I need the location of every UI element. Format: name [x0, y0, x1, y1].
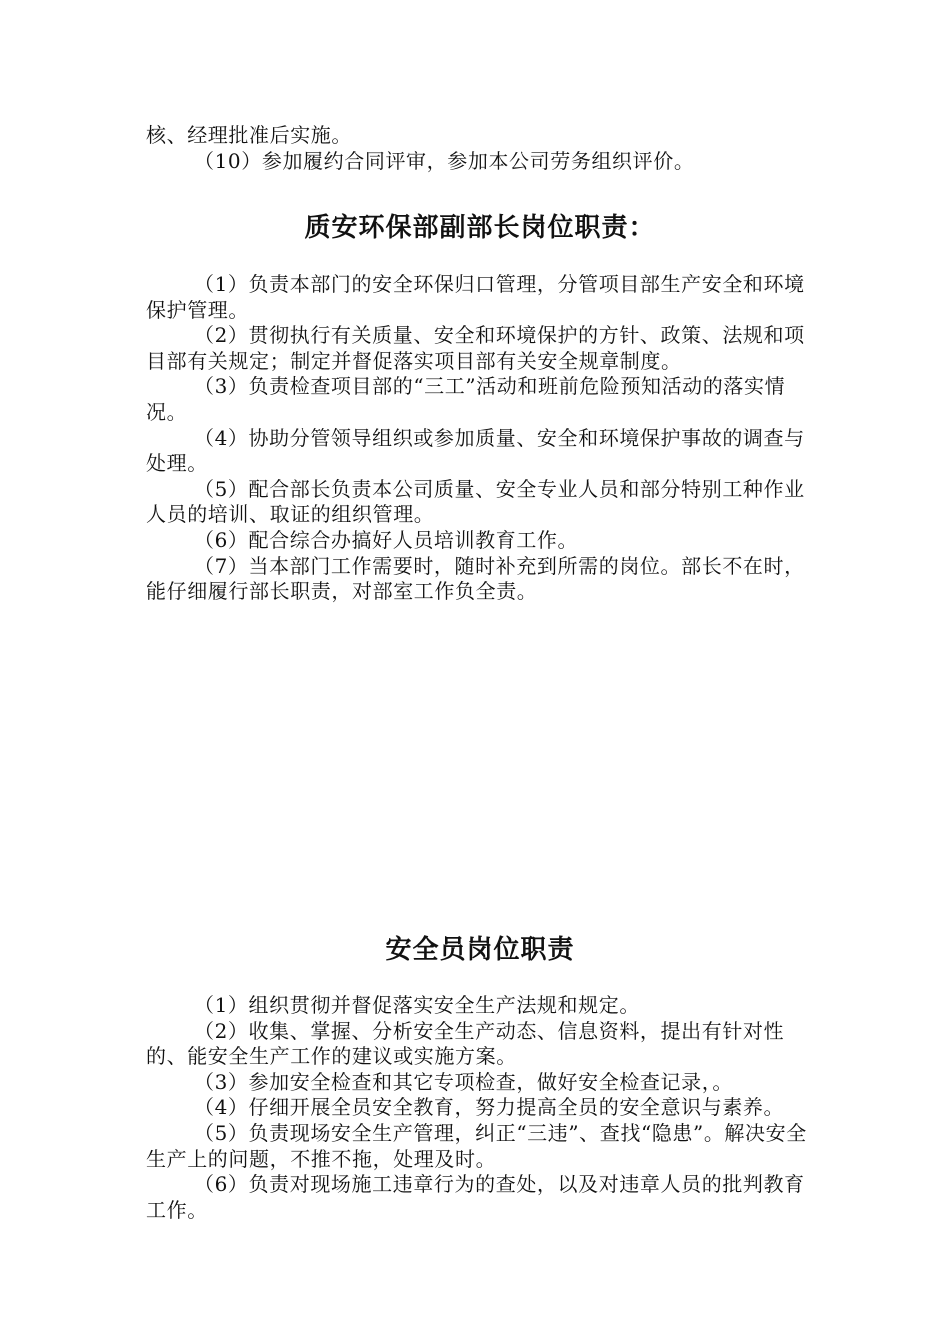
- paragraph: （3）参加安全检查和其它专项检查，做好安全检查记录，。: [194, 1069, 733, 1094]
- section-title-deputy: 质安环保部副部长岗位职责：: [304, 213, 656, 243]
- paragraph: （5）负责现场安全生产管理，纠正“三违”、查找“隐患”。解决安全生产上的问题，不推不拖，处理及时。: [146, 1120, 807, 1171]
- paragraph: （10）参加履约合同评审，参加本公司劳务组织评价。: [194, 148, 695, 173]
- paragraph: （7）当本部门工作需要时，随时补充到所需的岗位。部长不在时，能仔细履行部长职责，对部室工作负全责。: [146, 553, 805, 604]
- paragraph: （3）负责检查项目部的“三工”活动和班前危险预知活动的落实情况。: [146, 374, 786, 424]
- paragraph: （4）协助分管领导组织或参加质量、安全和环境保护事故的调查与处理。: [146, 425, 805, 476]
- paragraph: （2）贯彻执行有关质量、安全和环境保护的方针、政策、法规和项目部有关规定；制定并督促落实项目部有关安全规章制度。: [146, 323, 805, 373]
- paragraph: （4）仔细开展全员安全教育，努力提高全员的安全意识与素养。: [194, 1095, 785, 1120]
- paragraph: （6）配合综合办搞好人员培训教育工作。: [194, 527, 579, 552]
- top-fragment: [146, 123, 814, 174]
- section-body-deputy: [146, 272, 814, 605]
- paragraph: 核、经理批准后实施。: [146, 123, 352, 147]
- section-body-safety-officer: [146, 993, 814, 1223]
- paragraph: （2）收集、掌握、分析安全生产动态、信息资料，提出有针对性的、能安全生产工作的建议或实施方案。: [146, 1018, 785, 1069]
- paragraph: （5）配合部长负责本公司质量、安全专业人员和部分特别工种作业人员的培训、取证的组织管理。: [146, 476, 805, 527]
- section-title-safety-officer: 安全员岗位职责: [385, 935, 575, 965]
- paragraph: （6）负责对现场施工违章行为的查处，以及对违章人员的批判教育工作。: [146, 1172, 805, 1222]
- paragraph: （1）负责本部门的安全环保归口管理，分管项目部生产安全和环境保护管理。: [146, 272, 805, 322]
- paragraph: （1）组织贯彻并督促落实安全生产法规和规定。: [194, 993, 640, 1017]
